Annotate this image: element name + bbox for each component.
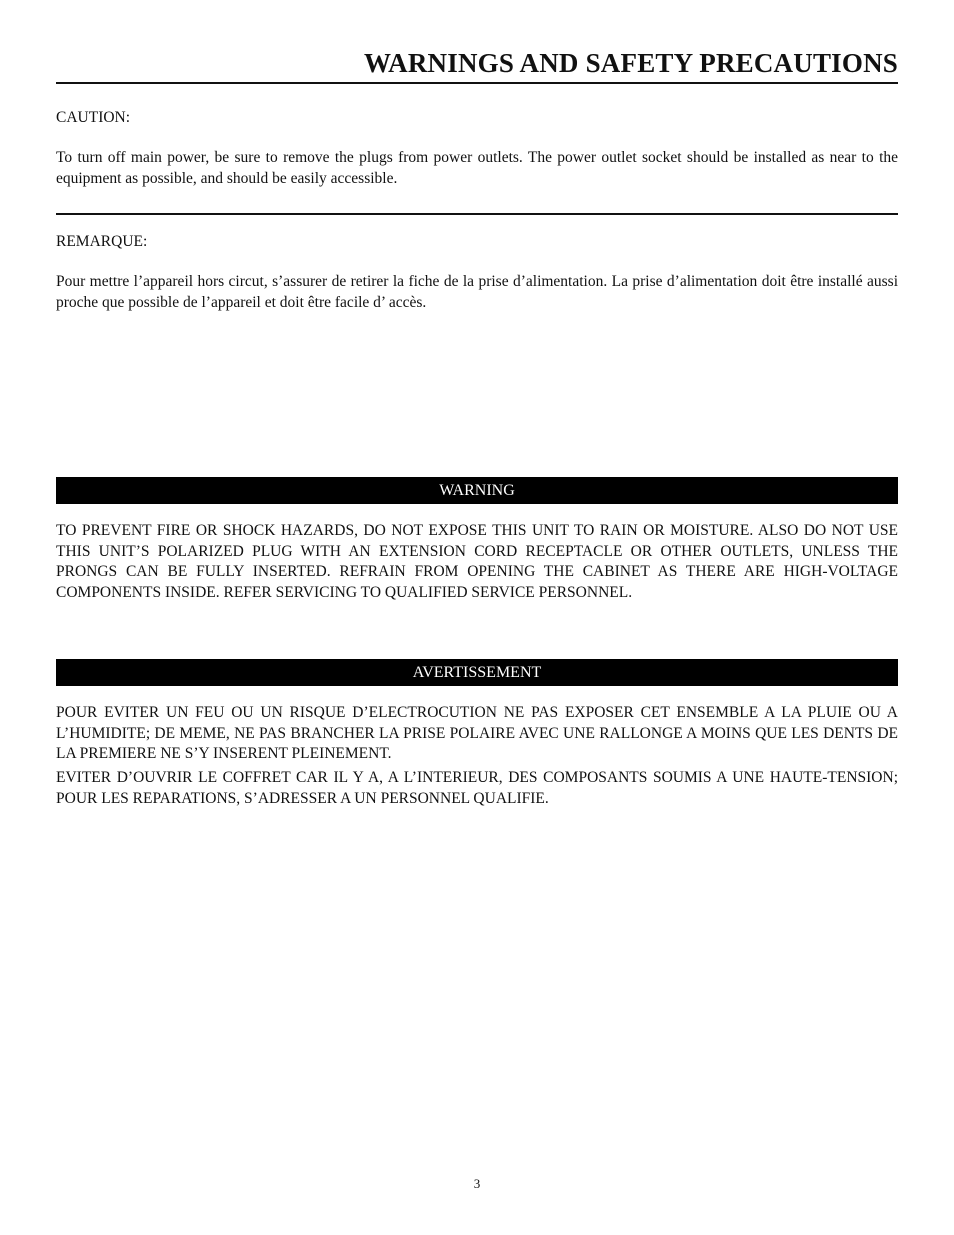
avertissement-banner: AVERTISSEMENT	[56, 659, 898, 686]
section-divider	[56, 213, 898, 215]
remarque-text: Pour mettre l’appareil hors circut, s’assurer de retirer la fiche de la prise d’alimentation. La prise d’alimentation doit être installé aussi proche que possible de l’appareil et doit être facile d’ accès.	[56, 273, 898, 311]
warning-banner: WARNING	[56, 477, 898, 504]
avertissement-text-2: EVITER D’OUVRIR LE COFFRET CAR IL Y A, A L’INTERIEUR, DES COMPOSANTS SOUMIS A UNE HAUTE-TENSION; POUR LES REPARATIONS, S’ADRESSER A UN PERSONNEL QUALIFIE.	[56, 769, 898, 807]
page-number: 3	[473, 1176, 481, 1191]
caution-label: CAUTION:	[56, 109, 131, 126]
remarque-label: REMARQUE:	[56, 233, 148, 250]
avertissement-text-1: POUR EVITER UN FEU OU UN RISQUE D’ELECTROCUTION NE PAS EXPOSER CET ENSEMBLE A LA PLUIE OU A L’HUMIDITE; DE MEME, NE PAS BRANCHER LA PRISE POLAIRE AVEC UNE RALLONGE A MOINS QUE LES DENTS DE LA PREMIERE NE S’Y INSERENT PLEINEMENT.	[56, 704, 898, 762]
title-divider	[56, 82, 898, 84]
document-page	[56, 0, 898, 1235]
page-title: WARNINGS AND SAFETY PRECAUTIONS	[363, 48, 898, 78]
warning-text: TO PREVENT FIRE OR SHOCK HAZARDS, DO NOT EXPOSE THIS UNIT TO RAIN OR MOISTURE. ALSO DO NOT USE THIS UNIT’S POLARIZED PLUG WITH AN EXTENSION CORD RECEPTACLE OR OTHER OUTLETS, UNLESS THE PRONGS CAN BE FULLY INSERTED. REFRAIN FROM OPENING THE CABINET AS THERE ARE HIGH-VOLTAGE COMPONENTS INSIDE. REFER SERVICING TO QUALIFIED SERVICE PERSONNEL.	[56, 522, 898, 601]
caution-text: To turn off main power, be sure to remove the plugs from power outlets. The power outlet socket should be installed as near to the equipment as possible, and should be easily accessible.	[56, 149, 898, 187]
